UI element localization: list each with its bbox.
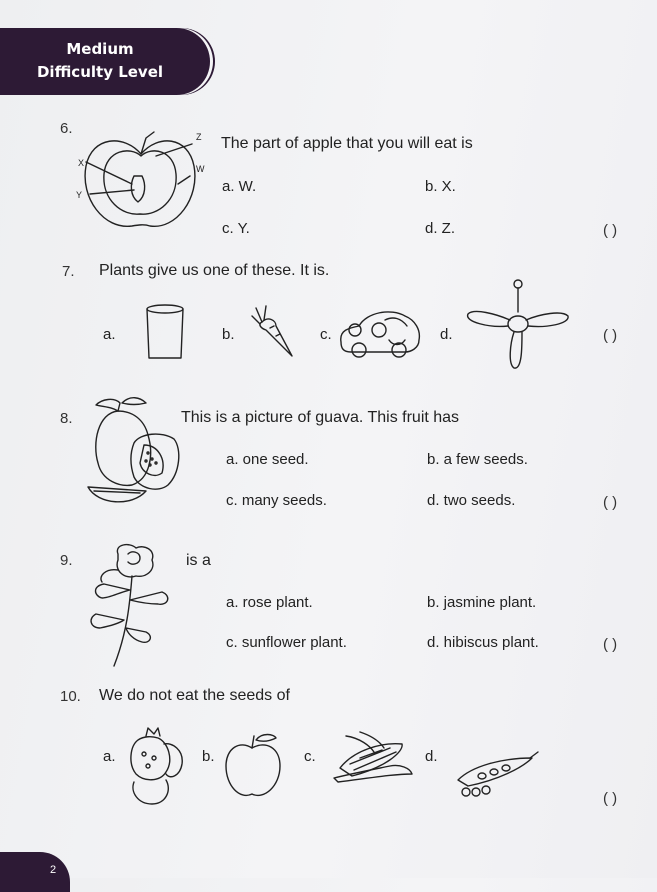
q8-option-c: c. many seeds. [226, 492, 327, 509]
question-7-number: 7. [62, 263, 75, 280]
q6-answer-box[interactable]: ( ) [603, 222, 618, 239]
ceiling-fan-icon [460, 278, 572, 374]
q10-answer-box[interactable]: ( ) [603, 790, 618, 807]
apple-cross-section-icon [72, 126, 212, 236]
q9-answer-box[interactable]: ( ) [603, 636, 618, 653]
q8-option-b: b. a few seeds. [427, 451, 528, 468]
q8-option-a: a. one seed. [226, 451, 309, 468]
q7-option-d: d. [440, 326, 453, 343]
question-10-text: We do not eat the seeds of [99, 687, 290, 704]
page-number: 2 [50, 864, 57, 876]
q10-option-c: c. [304, 748, 316, 765]
label-x: X [78, 158, 85, 168]
q6-option-c: c. Y. [222, 220, 250, 237]
label-z: Z [196, 132, 202, 142]
q9-option-d: d. hibiscus plant. [427, 634, 539, 651]
label-y: Y [76, 190, 83, 200]
q7-option-b: b. [222, 326, 235, 343]
q9-option-c: c. sunflower plant. [226, 634, 347, 651]
glass-icon [140, 302, 190, 364]
q6-option-b: b. X. [425, 178, 456, 195]
difficulty-label: Medium Difficulty Level [36, 40, 164, 81]
car-icon [335, 300, 425, 362]
question-6-number: 6. [60, 120, 73, 137]
corn-icon [330, 728, 416, 784]
q10-option-d: d. [425, 748, 438, 765]
question-6-text: The part of apple that you will eat is [221, 135, 473, 152]
q9-option-b: b. jasmine plant. [427, 594, 537, 611]
pomegranate-icon [124, 724, 190, 810]
apple-icon [222, 730, 284, 802]
q8-answer-box[interactable]: ( ) [603, 494, 618, 511]
q6-option-a: a. W. [222, 178, 257, 195]
q6-option-d: d. Z. [425, 220, 456, 237]
label-w: W [196, 164, 205, 174]
q7-answer-box[interactable]: ( ) [603, 327, 618, 344]
q7-option-a: a. [103, 326, 116, 343]
q7-option-c: c. [320, 326, 332, 343]
q10-option-a: a. [103, 748, 116, 765]
q8-option-d: d. two seeds. [427, 492, 516, 509]
question-7-text: Plants give us one of these. It is. [99, 262, 330, 279]
q10-option-b: b. [202, 748, 215, 765]
pea-pod-icon [452, 744, 542, 800]
page-corner-tab [0, 852, 70, 892]
carrot-icon [248, 302, 298, 362]
question-10-number: 10. [60, 688, 81, 705]
question-8-number: 8. [60, 410, 73, 427]
question-8-text: This is a picture of guava. This fruit has [181, 409, 460, 426]
rose-plant-icon [84, 540, 180, 670]
question-9-text: is a [186, 552, 211, 569]
question-9-number: 9. [60, 552, 73, 569]
guava-icon [78, 393, 188, 511]
q9-option-a: a. rose plant. [226, 594, 313, 611]
